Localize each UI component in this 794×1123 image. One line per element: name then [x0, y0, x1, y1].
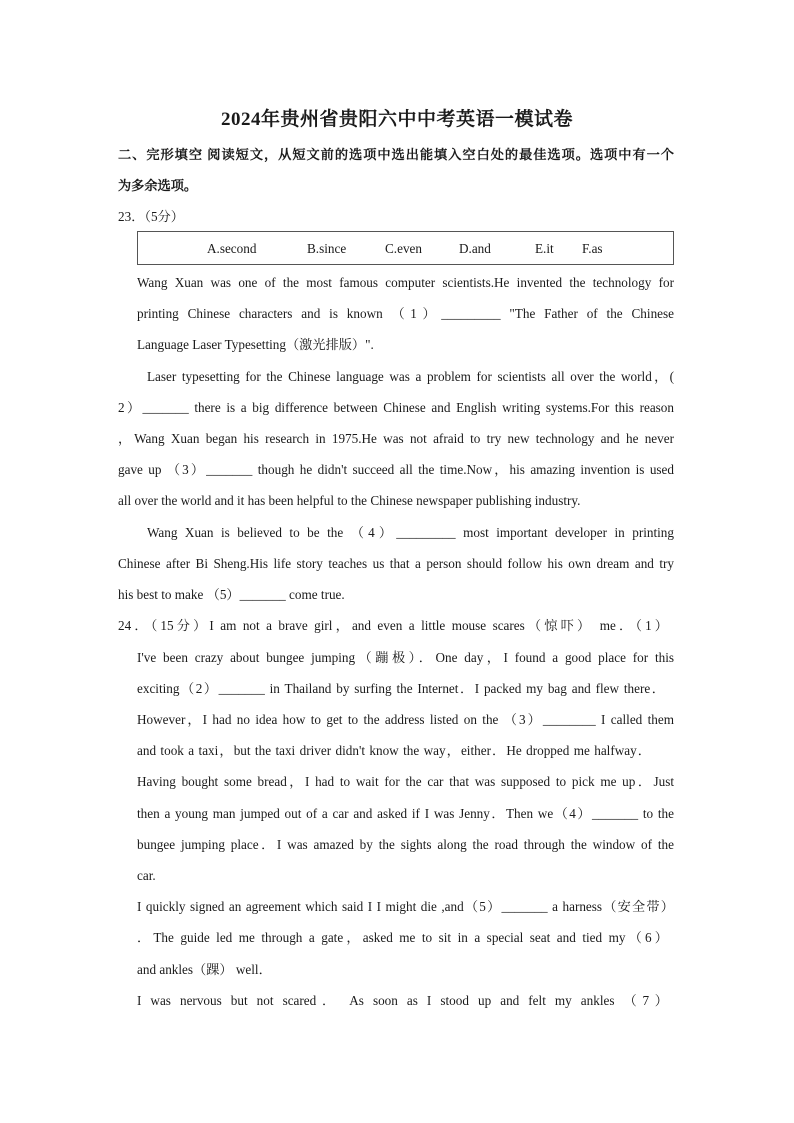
q23-line-2: printing Chinese characters and is known （1）_________ "The Father of the Chinese [137, 306, 674, 321]
q24-line-9: car. [137, 868, 156, 883]
option-f: F.as [582, 241, 603, 256]
option-a: A.second [207, 241, 257, 256]
q24-line-8: bungee jumping place．I was amazed by the sights along the road through the window of the [137, 837, 674, 852]
q23-line-5: 2）_______ there is a big difference between Chinese and English writing systems.For this reason [118, 400, 674, 415]
q24-line-5: and took a taxi，but the taxi driver didn't know the way，either．He dropped me halfway． [137, 743, 651, 758]
q24-line-13: I was nervous but not scared． As soon as I stood up and felt my ankles （7） [137, 993, 668, 1008]
q24-line-3: exciting（2）_______ in Thailand by surfing the Internet．I packed my bag and flew there． [137, 681, 665, 696]
q23-line-11: his best to make （5）_______ come true. [118, 587, 345, 602]
option-e: E.it [535, 241, 554, 256]
section-heading-line-2: 为多余选项。 [118, 178, 198, 193]
question-23-number: 23．（5分） [118, 209, 184, 224]
q23-line-1: Wang Xuan was one of the most famous computer scientists.He invented the technology for [137, 275, 674, 290]
q23-line-7: gave up （3）_______ though he didn't succeed all the time.Now，his amazing invention is used [118, 462, 674, 477]
q23-line-8: all over the world and it has been helpful to the Chinese newspaper publishing industry. [118, 493, 581, 508]
q24-line-11: ．The guide led me through a gate，asked me to sit in a special seat and tied my（6） [137, 930, 668, 945]
option-c: C.even [385, 241, 422, 256]
q24-line-2: I've been crazy about bungee jumping（蹦极）．One day，I found a good place for this [137, 650, 674, 665]
options-box [137, 231, 674, 265]
option-d: D.and [459, 241, 491, 256]
q24-line-4: However，I had no idea how to get to the address listed on the （3）________ I called them [137, 712, 674, 727]
q23-line-3: Language Laser Typesetting（激光排版）". [137, 337, 374, 352]
q23-line-9: Wang Xuan is believed to be the （4）_________ most important developer in printing [147, 525, 674, 540]
page-title: 2024年贵州省贵阳六中中考英语一模试卷 [220, 109, 573, 130]
q23-line-6: ，Wang Xuan began his research in 1975.He was not afraid to try new technology and he never [118, 431, 674, 446]
q23-line-4: Laser typesetting for the Chinese language was a problem for scientists all over the world，( [147, 369, 674, 384]
q24-line-12: and ankles（踝） well． [137, 962, 272, 977]
section-heading-line-1: 二、完形填空 阅读短文，从短文前的选项中选出能填入空白处的最佳选项。选项中有一个 [118, 147, 674, 162]
q24-line-10: I quickly signed an agreement which said I I might die ,and（5）_______ a harness（安全带） [137, 899, 674, 914]
q24-line-6: Having bought some bread，I had to wait for the car that was supposed to pick me up．Just [137, 774, 674, 789]
q23-line-10: Chinese after Bi Sheng.His life story teaches us that a person should follow his own dream and try [118, 556, 674, 571]
q24-line-1: 24．（15分）I am not a brave girl，and even a little mouse scares（惊吓） me．（1） [118, 618, 668, 633]
option-b: B.since [307, 241, 347, 256]
q24-line-7: then a young man jumped out of a car and asked if I was Jenny．Then we（4）_______ to the [137, 806, 674, 821]
